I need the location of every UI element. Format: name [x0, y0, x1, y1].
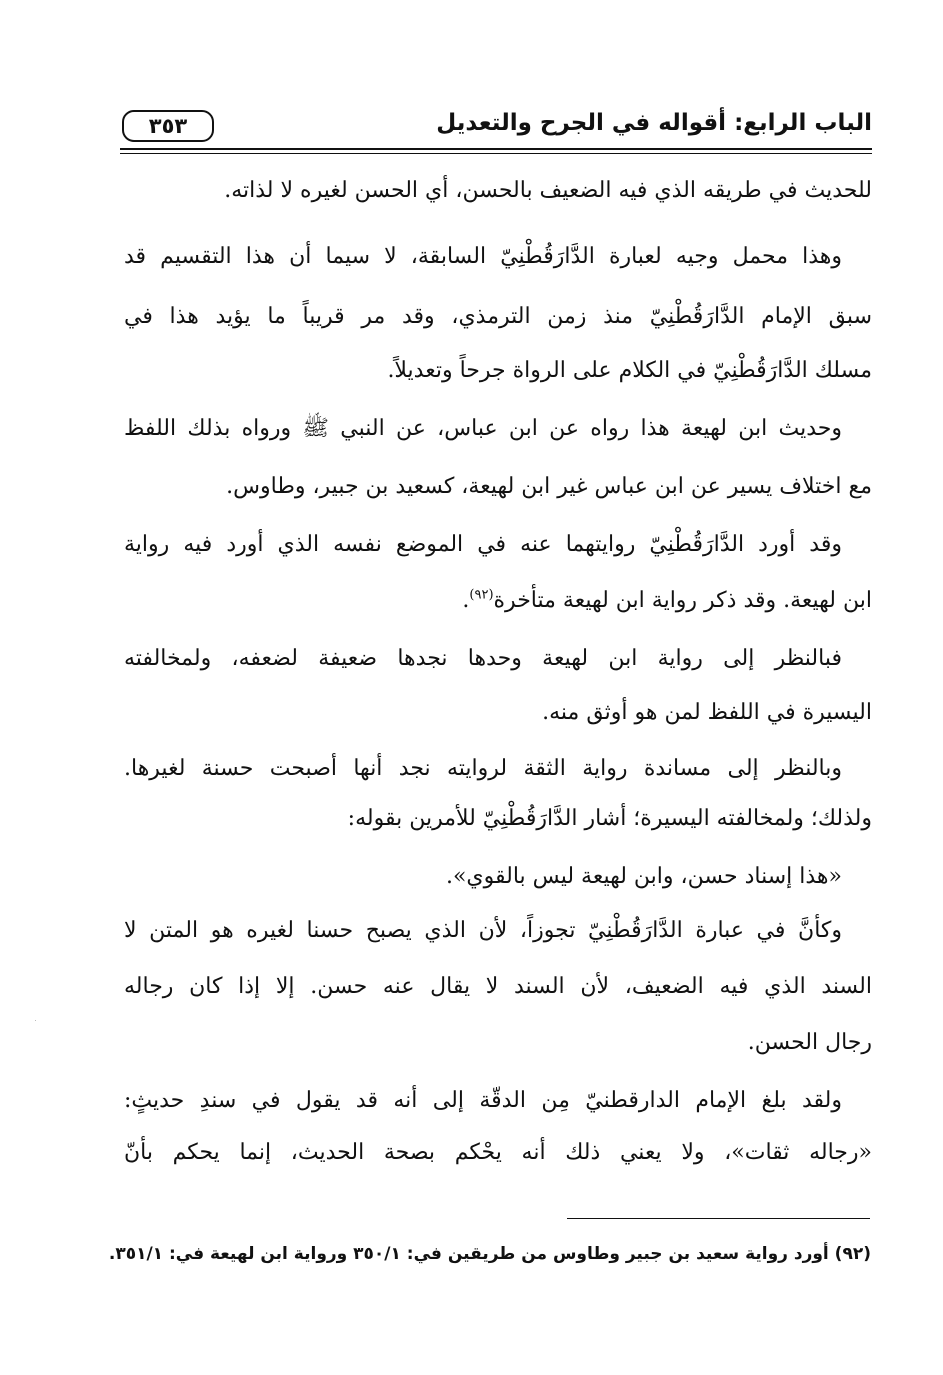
- text-line: مسلك الدَّارَقُطْنِيّ في الكلام على الرواة جرحاً وتعديلاً.: [387, 358, 872, 383]
- text-line: وهذا محمل وجيه لعبارة الدَّارَقُطْنِيّ السابقة، لا سيما أن هذا التقسيم قد: [124, 244, 842, 269]
- text-line: ولقد بلغ الإمام الدارقطنيّ مِن الدقّة إلى أنه قد يقول في سندِ حديثٍ:: [124, 1088, 842, 1113]
- text-line: ابن لهيعة. وقد ذكر رواية ابن لهيعة متأخرة: [493, 588, 872, 613]
- page-number: ٣٥٣: [122, 110, 214, 142]
- text-line: فبالنظر إلى رواية ابن لهيعة وحدها نجدها ضعيفة لضعفه، ولمخالفته: [124, 646, 842, 671]
- page-header: [120, 104, 872, 148]
- header-rule-thin: [120, 153, 872, 154]
- text-line: وحديث ابن لهيعة هذا رواه عن ابن عباس، عن النبي ﷺ ورواه بذلك اللفظ: [124, 416, 842, 441]
- text-line: وبالنظر إلى مساندة رواية الثقة لروايته نجد أنها أصبحت حسنة لغيرها.: [124, 756, 842, 781]
- text-line: للحديث في طريقه الذي فيه الضعيف بالحسن، أي الحسن لغيره لا لذاته.: [224, 178, 872, 203]
- footnote-reference[interactable]: (٩٢): [469, 587, 494, 603]
- text-line: اليسيرة في اللفظ لمن هو أوثق منه.: [542, 700, 872, 725]
- text-line: وكأنَّ في عبارة الدَّارَقُطْنِيّ تجوزاً، لأن الذي يصبح حسنا لغيره هو المتن لا: [124, 918, 842, 943]
- text-line: ولذلك؛ ولمخالفته اليسيرة؛ أشار الدَّارَقُطْنِيّ للأمرين بقوله:: [347, 806, 872, 831]
- chapter-title: الباب الرابع: أقواله في الجرح والتعديل: [436, 110, 872, 136]
- text-line-with-footnote: [462, 582, 872, 620]
- quoted-statement: «هذا إسناد حسن، وابن لهيعة ليس بالقوي».: [445, 864, 842, 889]
- text-line: وقد أورد الدَّارَقُطْنِيّ روايتهما عنه في الموضع نفسه الذي أورد فيه رواية: [124, 532, 842, 557]
- footnote: (٩٢) أورد رواية سعيد بن جبير وطاوس من طريقين في: ٣٥٠/١ ورواية ابن لهيعة في: ٣٥١/١.: [108, 1244, 871, 1264]
- sentence-end: .: [462, 588, 470, 613]
- header-rule: [120, 148, 872, 150]
- scan-speck: [35, 1020, 36, 1021]
- text-line: «رجاله ثقات»، ولا يعني ذلك أنه يحْكم بصحة الحديث، إنما يحكم بأنّ: [124, 1140, 872, 1165]
- text-line: مع اختلاف يسير عن ابن عباس غير ابن لهيعة، كسعيد بن جبير، وطاوس.: [226, 474, 872, 499]
- text-line: السند الذي فيه الضعيف، لأن السند لا يقال عنه حسن. إلا إذا كان رجاله: [124, 974, 872, 999]
- footnote-separator: [567, 1218, 870, 1219]
- text-line: رجال الحسن.: [747, 1030, 872, 1055]
- text-line: سبق الإمام الدَّارَقُطْنِيّ منذ زمن الترمذي، وقد مر قريباً ما يؤيد هذا في: [124, 304, 872, 329]
